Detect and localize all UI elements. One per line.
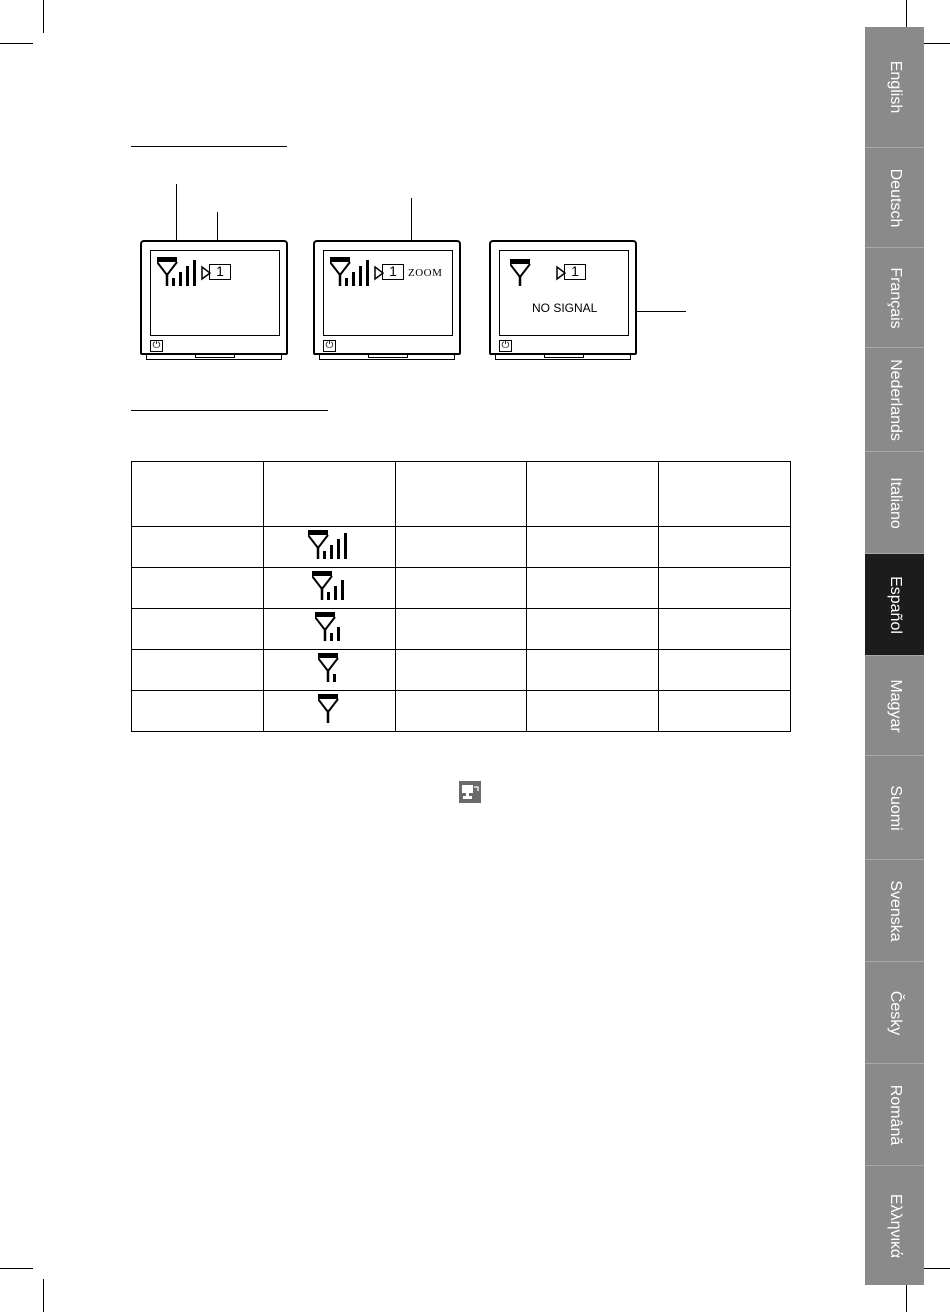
table-row xyxy=(132,609,791,650)
table-row xyxy=(132,650,791,691)
table-cell xyxy=(527,650,659,691)
tab-suomi[interactable] xyxy=(865,756,924,860)
monitor-diagram-1 xyxy=(140,240,290,360)
table-cell xyxy=(395,568,527,609)
tab-cesky[interactable] xyxy=(865,962,924,1064)
table-row xyxy=(132,568,791,609)
monitor-screen xyxy=(323,250,453,336)
signal-0-bars-icon xyxy=(318,694,340,724)
tab-label: Italiano xyxy=(886,476,904,529)
zoom-indicator: ZOOM xyxy=(408,267,443,279)
no-signal-message: NO SIGNAL xyxy=(532,301,598,315)
signal-1-bar-icon xyxy=(318,653,340,683)
signal-3-bars-icon xyxy=(312,571,347,601)
crop-mark xyxy=(0,43,33,44)
tab-english[interactable] xyxy=(865,27,924,148)
tab-label: English xyxy=(886,60,904,114)
tab-svenska[interactable] xyxy=(865,860,924,962)
table-cell xyxy=(527,609,659,650)
table-cell xyxy=(263,609,395,650)
signal-strength-icon xyxy=(330,257,372,287)
table-cell xyxy=(527,462,659,527)
channel-number: 1 xyxy=(564,264,586,280)
table-cell xyxy=(395,691,527,732)
camera-switch-icon xyxy=(459,781,481,803)
monitor-body xyxy=(140,240,288,355)
channel-number: 1 xyxy=(209,264,231,280)
tab-espanol[interactable] xyxy=(865,554,924,656)
table-cell xyxy=(263,650,395,691)
section-rule-1 xyxy=(131,146,287,147)
tab-label: Magyar xyxy=(886,678,904,733)
leader-line xyxy=(176,184,177,246)
table-row xyxy=(132,691,791,732)
table-cell xyxy=(659,691,791,732)
channel-number: 1 xyxy=(382,264,404,280)
table-cell xyxy=(395,462,527,527)
monitor-diagram-3 xyxy=(489,240,639,360)
table-cell xyxy=(395,527,527,568)
table-cell xyxy=(263,691,395,732)
tab-label: Nederlands xyxy=(886,358,904,441)
table-cell xyxy=(659,462,791,527)
table-cell xyxy=(527,527,659,568)
table-cell xyxy=(132,691,264,732)
tab-label: Česky xyxy=(886,990,904,1035)
tab-nederlands[interactable] xyxy=(865,348,924,452)
table-cell xyxy=(527,568,659,609)
power-button-icon: ⏻ xyxy=(499,340,512,352)
table-cell xyxy=(263,527,395,568)
tab-label: Română xyxy=(886,1084,904,1145)
monitor-screen xyxy=(499,250,629,336)
language-sidebar xyxy=(865,27,924,1285)
tab-label: Français xyxy=(886,266,904,329)
signal-2-bars-icon xyxy=(315,612,343,642)
table-row xyxy=(132,527,791,568)
crop-mark xyxy=(43,0,44,33)
table-cell xyxy=(395,650,527,691)
tab-label: Español xyxy=(886,575,904,634)
table-cell xyxy=(263,462,395,527)
table-cell xyxy=(132,462,264,527)
power-button-icon: ⏻ xyxy=(323,340,336,352)
signal-strength-icon xyxy=(510,259,532,287)
table-cell xyxy=(132,527,264,568)
table-cell xyxy=(132,650,264,691)
tab-ellinika[interactable] xyxy=(865,1166,924,1285)
table-cell xyxy=(659,609,791,650)
table-header-row xyxy=(132,462,791,527)
monitor-diagram-2 xyxy=(313,240,463,360)
monitor-stand xyxy=(146,354,282,360)
monitor-stand xyxy=(319,354,455,360)
tab-label: Suomi xyxy=(886,784,904,831)
table-cell xyxy=(527,691,659,732)
table-cell xyxy=(132,568,264,609)
power-button-icon: ⏻ xyxy=(150,340,163,352)
signal-strength-table xyxy=(131,461,791,732)
tab-magyar[interactable] xyxy=(865,656,924,756)
monitor-body xyxy=(489,240,637,355)
monitor-screen xyxy=(150,250,280,336)
table-cell xyxy=(659,568,791,609)
tab-italiano[interactable] xyxy=(865,452,924,554)
table-cell xyxy=(659,527,791,568)
signal-strength-icon xyxy=(157,257,199,287)
tab-deutsch[interactable] xyxy=(865,148,924,248)
tab-label: Svenska xyxy=(886,879,904,942)
crop-mark xyxy=(0,1268,33,1269)
crop-mark xyxy=(43,1279,44,1312)
tab-label: Ελληνικά xyxy=(886,1193,904,1258)
section-rule-2 xyxy=(131,410,328,411)
tab-label: Deutsch xyxy=(886,168,904,227)
tab-romana[interactable] xyxy=(865,1064,924,1166)
table-cell xyxy=(659,650,791,691)
monitor-stand xyxy=(495,354,631,360)
table-cell xyxy=(132,609,264,650)
tab-francais[interactable] xyxy=(865,248,924,348)
signal-4-bars-icon xyxy=(308,530,350,560)
table-cell xyxy=(263,568,395,609)
table-cell xyxy=(395,609,527,650)
monitor-body xyxy=(313,240,461,355)
